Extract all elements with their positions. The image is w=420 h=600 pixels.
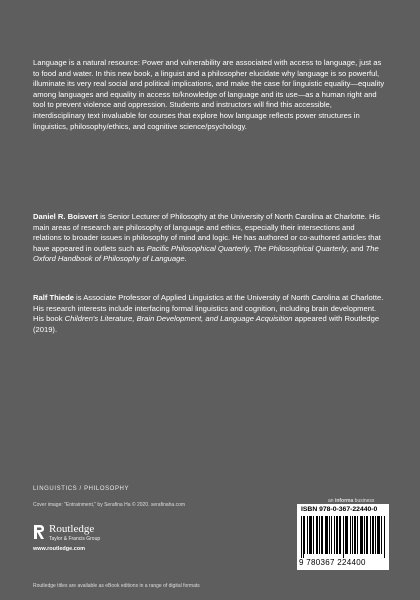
publisher-name: Routledge (49, 523, 95, 535)
ebook-availability-note: Routledge titles are available as eBook editions in a range of digital formats (33, 583, 200, 589)
barcode-bar (367, 516, 368, 554)
barcode-bar (373, 516, 374, 554)
barcode-bar (364, 516, 365, 554)
bio-text: is Senior Lecturer of Philosophy at the University of North Carolina at Charlotte. His main areas of research are philosophy of language and ethics, especially their intersections and relations to broader issues in philosophy of mind and logic. He has authored or co-authored articles that have appeared in outlets such as (33, 212, 381, 253)
back-cover-blurb: Language is a natural resource: Power and vulnerability are associated with access to language, just as to food and water. In this new book, a linguist and a philosopher elucidate why language is so powerful, illuminate its very real social and political implications, and make the case for linguistic equality—equality among languages and equality in access to/knowledge of language and its use—as a human right and tool to prevent violence and oppression. Students and instructors will find this accessible, interdisciplinary text invaluable for courses that explore how language reflects power structures in linguistics, philosophy/ethics, and cognitive science/psychology. (33, 58, 385, 131)
informa-prefix: an (328, 498, 335, 504)
barcode-bar (366, 516, 367, 554)
barcode-bar (337, 516, 338, 554)
barcode-bar (334, 516, 335, 554)
author-name: Ralf Thiede (33, 293, 74, 302)
barcode-bar (316, 516, 317, 554)
bio-text: is Associate Professor of Applied Linguistics at the University of North Carolina at Charlotte. His research interests include interfacing formal linguistics and cognition, including brain development. His book (33, 293, 384, 324)
barcode-bar (372, 516, 373, 554)
publisher-url: www.routledge.com (33, 546, 86, 552)
barcode-bar (352, 516, 353, 554)
author-bio-thiede (33, 293, 385, 335)
publication-title: The Philosophical Quarterly (253, 243, 347, 253)
barcode-bar (310, 516, 311, 554)
barcode-bar (321, 516, 322, 554)
barcode-bar (313, 516, 314, 554)
barcode-bar (319, 516, 320, 554)
barcode-bar (375, 516, 376, 554)
barcode-bar (346, 516, 347, 554)
barcode-bar (327, 516, 328, 554)
subject-category: LINGUISTICS / PHILOSOPHY (33, 486, 130, 492)
bio-separator: , and (346, 243, 366, 253)
informa-name: informa (334, 498, 354, 504)
barcode-bar (317, 516, 318, 554)
barcode-bar (350, 516, 351, 554)
barcode-digits: 9 780367 224400 (299, 558, 366, 567)
barcode-icon (301, 516, 385, 558)
publisher-group: Taylor & Francis Group (49, 536, 101, 542)
barcode-bar (304, 516, 305, 554)
barcode-bar (325, 516, 326, 554)
barcode-bar (307, 516, 308, 554)
barcode-bar (362, 516, 363, 554)
bio-text: appeared with Routledge (2019). (33, 314, 380, 334)
barcode-bar (311, 516, 312, 554)
barcode-bar (322, 516, 323, 554)
publication-title: Pacific Philosophical Quarterly (146, 243, 250, 253)
bio-separator: , (249, 243, 254, 253)
barcode-bar (329, 516, 330, 554)
barcode-bar (361, 516, 362, 554)
barcode-bar (301, 516, 302, 558)
barcode-bar (309, 516, 310, 554)
barcode-bar (357, 516, 358, 554)
bio-end: . (184, 254, 187, 264)
barcode-bar (326, 516, 327, 554)
publisher-logo (33, 522, 183, 558)
isbn-number: ISBN 978-0-367-22440-0 (301, 506, 378, 513)
book-title: Children's Literature, Brain Development, and Language Acquisition (64, 314, 293, 324)
barcode-bar (384, 516, 385, 558)
barcode-bar (355, 516, 356, 554)
publication-title: The Oxford Handbook of Philosophy of Language (33, 243, 379, 264)
author-name: Daniel R. Boisvert (33, 212, 98, 221)
barcode-bar (379, 516, 380, 554)
barcode-bar (370, 516, 371, 554)
barcode-bar (303, 516, 304, 558)
barcode-bar (331, 516, 332, 554)
barcode-bar (354, 516, 355, 554)
barcode-bar (345, 516, 346, 554)
barcode-bar (336, 516, 337, 554)
barcode-bar (377, 516, 378, 554)
barcode-bar (381, 516, 382, 554)
barcode-bar (378, 516, 379, 554)
cover-image-credit: Cover image: "Entrainment," by Serafina Ha © 2020. serafinaha.com (33, 502, 186, 508)
barcode-bar (347, 516, 348, 554)
barcode-bar (343, 516, 344, 558)
barcode-bar (339, 516, 340, 554)
routledge-logo-icon (33, 524, 45, 540)
barcode-bar (340, 516, 341, 554)
author-bio-boisvert (33, 212, 385, 265)
informa-suffix: business (353, 498, 375, 504)
barcode-bar (360, 516, 361, 554)
barcode-panel (297, 504, 389, 570)
